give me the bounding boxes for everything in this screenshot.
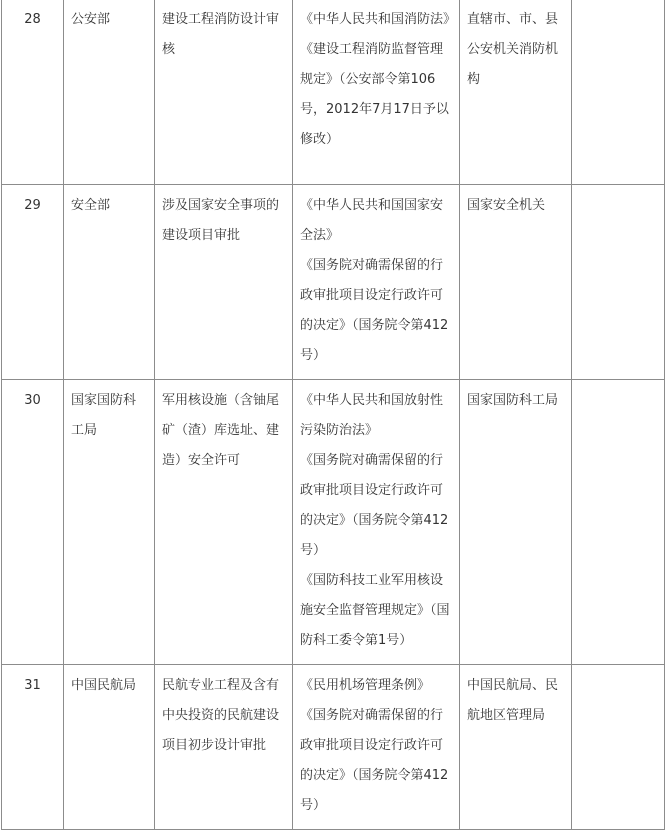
- remarks-cell: [572, 380, 665, 665]
- row-number: 29: [2, 185, 64, 380]
- remarks-cell: [572, 185, 665, 380]
- legal-basis-text: 《国防科技工业军用核设施安全监督管理规定》（国防科工委令第1号）: [300, 573, 450, 648]
- remarks-cell: [572, 665, 665, 830]
- table-row: [2, 185, 665, 380]
- approval-items-table: [1, 0, 665, 830]
- legal-basis-cell: [293, 185, 460, 380]
- legal-basis-cell: [293, 665, 460, 830]
- authority-cell: 中国民航局、民航地区管理局: [460, 665, 572, 830]
- legal-basis-text: 《中华人民共和国消防法》: [300, 12, 457, 27]
- authority-cell: 国家安全机关: [460, 185, 572, 380]
- legal-basis-text: 《中华人民共和国国家安全法》: [300, 198, 444, 243]
- approval-item-cell: 军用核设施（含铀尾矿（渣）库选址、建造）安全许可: [155, 380, 293, 665]
- department-cell: 国家国防科工局: [64, 380, 155, 665]
- remarks-cell: [572, 0, 665, 185]
- row-number: 30: [2, 380, 64, 665]
- department-cell: 安全部: [64, 185, 155, 380]
- legal-basis-cell: [293, 0, 460, 185]
- approval-item-cell: 涉及国家安全事项的建设项目审批: [155, 185, 293, 380]
- legal-basis-cell: [293, 380, 460, 665]
- department-cell: 公安部: [64, 0, 155, 185]
- table-row: [2, 0, 665, 185]
- authority-cell: 直辖市、市、县公安机关消防机构: [460, 0, 572, 185]
- legal-basis-text: 《建设工程消防监督管理规定》（公安部令第106号，2012年7月17日予以修改）: [300, 42, 449, 147]
- approval-item-cell: 建设工程消防设计审核: [155, 0, 293, 185]
- legal-basis-text: 《国务院对确需保留的行政审批项目设定行政许可的决定》（国务院令第412号）: [300, 453, 449, 558]
- row-number: 28: [2, 0, 64, 185]
- table-row: [2, 380, 665, 665]
- legal-basis-text: 《民用机场管理条例》: [300, 678, 431, 693]
- legal-basis-text: 《中华人民共和国放射性污染防治法》: [300, 393, 444, 438]
- legal-basis-text: 《国务院对确需保留的行政审批项目设定行政许可的决定》（国务院令第412号）: [300, 258, 449, 363]
- authority-cell: 国家国防科工局: [460, 380, 572, 665]
- legal-basis-text: 《国务院对确需保留的行政审批项目设定行政许可的决定》（国务院令第412号）: [300, 708, 449, 813]
- table-row: [2, 665, 665, 830]
- row-number: 31: [2, 665, 64, 830]
- approval-item-cell: 民航专业工程及含有中央投资的民航建设项目初步设计审批: [155, 665, 293, 830]
- department-cell: 中国民航局: [64, 665, 155, 830]
